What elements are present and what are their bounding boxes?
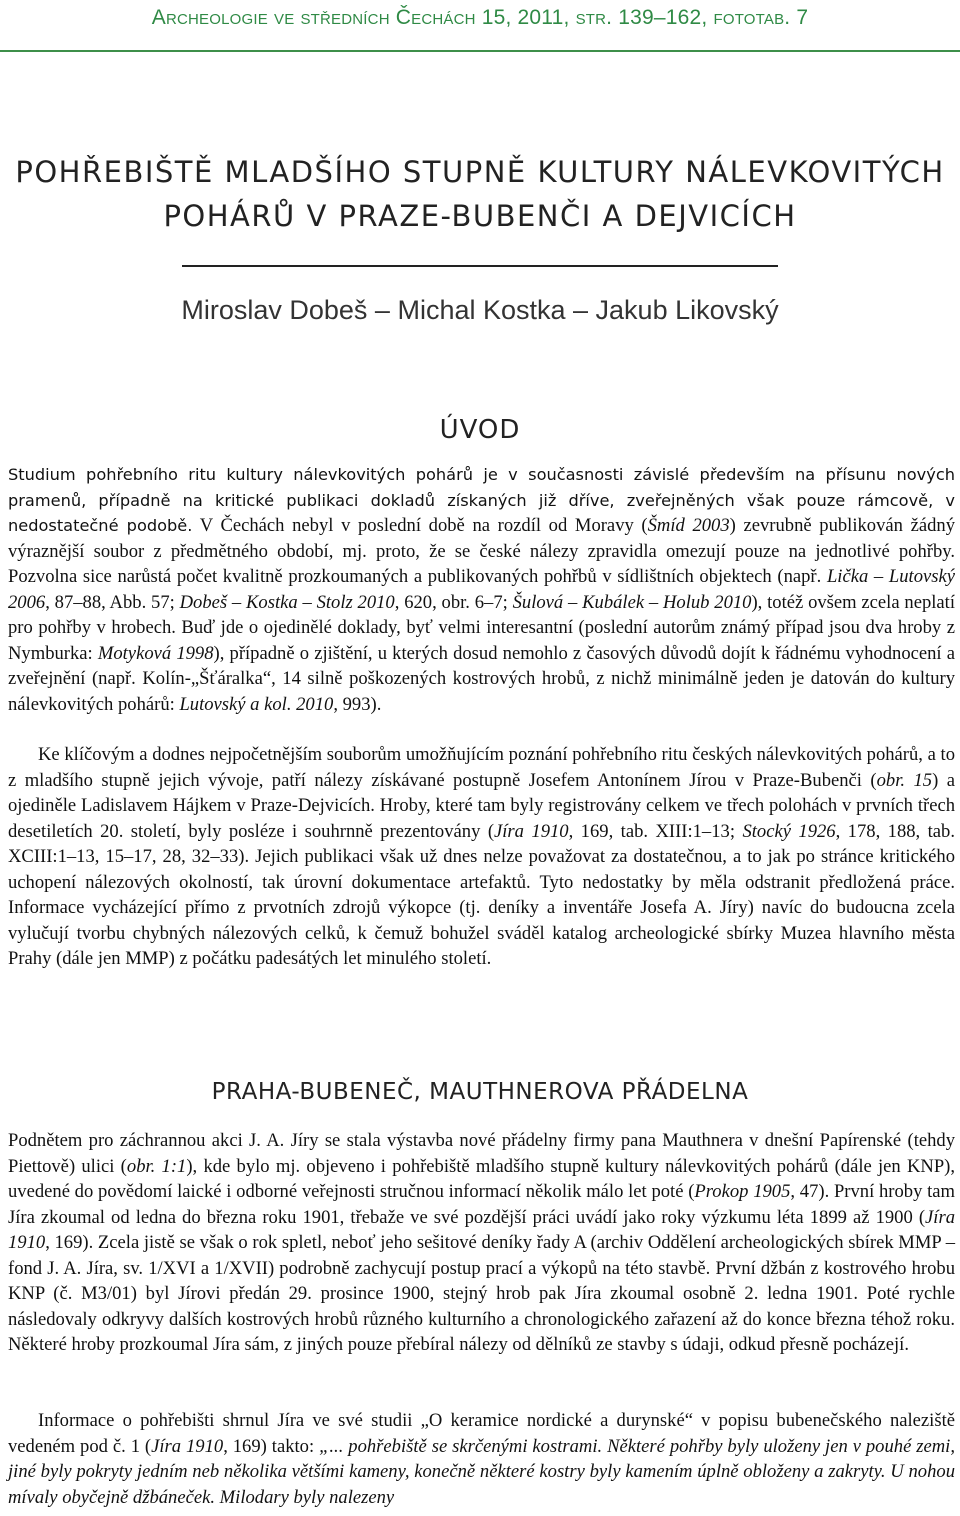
p2-text: , 169, tab. XIII:1–13; <box>568 820 743 842</box>
citation: Lička – Lutovský 2006 <box>8 566 956 613</box>
p2-text: Ke klíčovým a dodnes nejpočetnějším souborům umožňujícím poznání pohřebního ritu českých nálevkovitých pohárů, a to z mladšího stupně jejich vývoje, patří nálezy získávané postupně Josefem Antonínem Jírou v Praze-Bubenči ( <box>8 744 955 791</box>
title-line-2: POHÁRŮ V PRAZE-BUBENČI A DEJVICÍCH <box>163 199 797 233</box>
citation: Šmíd 2003 <box>647 515 730 536</box>
section-heading-praha: PRAHA-BUBENEČ, MAUTHNEROVA PŘÁDELNA <box>211 1079 749 1105</box>
citation: Motyková 1998 <box>97 642 214 664</box>
quotation: „... pohřebiště se skrčenými kostrami. Některé pohřby byly uloženy jen v pouhé zemi, jiné byly pokryty jedním neb několika většími kameny, konečně některé kostry byly kamením úplně obloženy a zakryty. U nohou mívaly obyčejně džbáneček. Milodary byly nalezeny <box>8 1435 955 1508</box>
p1-text: , 87–88, Abb. 57; <box>45 591 180 613</box>
paragraph-praha-2 <box>8 1408 955 1510</box>
figure-ref: obr. 15 <box>876 769 933 791</box>
p1-text: ) zevrubně publikován žádný výraznější soubor z předmětného období, mj. proto, že se české nálezy zpravidla omezují pouze na jednotlivé pohřby. Pozvolna sice narůstá počet kvalitně prozkoumaných a publikovaných pohřbů v sídlištních objektech (např. <box>8 515 955 587</box>
title-line-1: POHŘEBIŠTĚ MLADŠÍHO STUPNĚ KULTURY NÁLEVKOVITÝCH <box>15 155 945 189</box>
p2-text: ) a ojediněle Ladislavem Hájkem v Praze-Dejvicích. Hroby, které tam byly registrovány celkem ve třech polohách v prvních třech desetiletích 20. století, byly posléze i souhrnně prezentovány ( <box>8 769 955 842</box>
journal-header <box>0 0 960 52</box>
paragraph-intro-1 <box>8 462 955 717</box>
p4-text: , 169) takto: <box>223 1435 320 1457</box>
p1-sans-part: Studium pohřebního ritu kultury nálevkovitých pohárů je v současnosti závislé především na přísunu nových pramenů, případně na kritické publikaci dokladů získaných již dříve, zveřejněných však pouze rámcově, v nedostatečné podobě. <box>8 465 955 535</box>
paragraph-intro-2 <box>8 742 955 972</box>
article-title <box>0 150 960 238</box>
citation: Lutovský a kol. 2010 <box>179 693 334 715</box>
citation: Stocký 1926 <box>742 820 836 842</box>
citation: Šulová – Kubálek – Holub 2010 <box>512 591 752 613</box>
p1-text: ), totéž ovšem zcela neplatí pro pohřby v hrobech. Buď jde o ojedinělé doklady, byť velmi interesantní (poslední autorům známý případ jsou dva hroby z Nymburka: <box>8 591 956 664</box>
citation: Prokop 1905 <box>694 1181 791 1202</box>
figure-ref: obr. 1:1 <box>126 1155 187 1177</box>
p3-text: ), kde bylo mj. objeveno i pohřebiště mladšího stupně kultury nálevkovitých pohárů (dále jen KNP), uvedené do povědomí laické i odborné veřejnosti stručnou informací několik málo let poté ( <box>8 1155 956 1202</box>
section-heading-intro: ÚVOD <box>439 415 521 445</box>
p2-text: , 178, 188, tab. XCIII:1–13, 15–17, 28, 32–33). Jejich publikaci však už dnes nelze považovat za dostatečnou, a to jak po stránce kritického uchopení nálezových okolností, tak úrovní dokumentace artefaktů. Tyto nedostatky by měla odstranit předložená práce. Informace vycházející přímo z prvotních zdrojů výkopce (tj. deníky a inventáře Josefa A. Jíry) navíc do budoucna zcela vylučují tvorbu chybných nálezových celků, k čemuž bohužel sváděl katalog archeologické sbírky Muzea hlavního města Prahy (dále jen MMP) z počátku padesátých let minulého století. <box>8 820 956 969</box>
citation: Dobeš – Kostka – Stolz 2010 <box>179 591 395 613</box>
p4-text: Informace o pohřebišti shrnul Jíra ve své studii „O keramice nordické a durynské“ v popisu bubenečského naleziště vedeném pod č. 1 ( <box>8 1410 955 1457</box>
p1-text: V Čechách nebyl v poslední době na rozdíl od Moravy ( <box>192 515 648 536</box>
citation: Jíra 1910 <box>8 1206 955 1253</box>
paragraph-praha-1 <box>8 1128 955 1358</box>
p3-text: , 47). První hroby tam Jíra zkoumal od ledna do března roku 1901, třebaže ve své pozdější práci uvádí jako roky výzkumu léta 1899 až 1900 ( <box>8 1181 955 1228</box>
p1-text: , 620, obr. 6–7; <box>394 591 513 613</box>
p1-text: ), případně o zjištění, u kterých dosud nemohlo z časových důvodů dojít k řádnému vyhodnocení a zveřejnění (např. Kolín-„Šťáralka“, 14 silně poškozených kostrových hrobů, z nichž minimálně jeden je datován do kultury nálevkovitých pohárů: <box>8 642 955 715</box>
citation: Jíra 1910 <box>151 1435 224 1457</box>
journal-citation: Archeologie ve středních Čechách 15, 2011, str. 139–162, fototab. 7 <box>151 6 809 29</box>
p3-text: , 169). Zcela jistě se však o rok spletl, neboť jeho sešitové deníky řady A (archiv Oddělení archeologických sbírek MMP – fond J. A. Jíra, sv. 1/XVI a 1/XVII) podrobně zachycují postup prací a výkopů na této stavbě. První džbán z kostrového hrobu KNP (č. M3/01) byl Jírovi předán 29. prosince 1900, stejný hrob pak Jíra zkoumal osobně 2. ledna 1901. Poté rychle následovaly odkryvy dalších kostrových hrobů různého kulturního a chronologického zařazení až do konce března téhož roku. Některé hroby prozkoumal Jíra sám, z jiných pouze přebíral nálezy od dělníků ze stavby s údaji, odkud přesně pocházejí. <box>8 1232 955 1355</box>
authors: Miroslav Dobeš – Michal Kostka – Jakub Likovský <box>181 295 779 325</box>
p3-text: Podnětem pro záchrannou akci J. A. Jíry se stala výstavba nové přádelny firmy pana Mauthnera v dnešní Papírenské (tehdy Piettově) ulici ( <box>8 1130 955 1177</box>
citation: Jíra 1910 <box>494 820 569 842</box>
title-divider <box>182 265 778 267</box>
p1-text: , 993). <box>333 693 382 715</box>
